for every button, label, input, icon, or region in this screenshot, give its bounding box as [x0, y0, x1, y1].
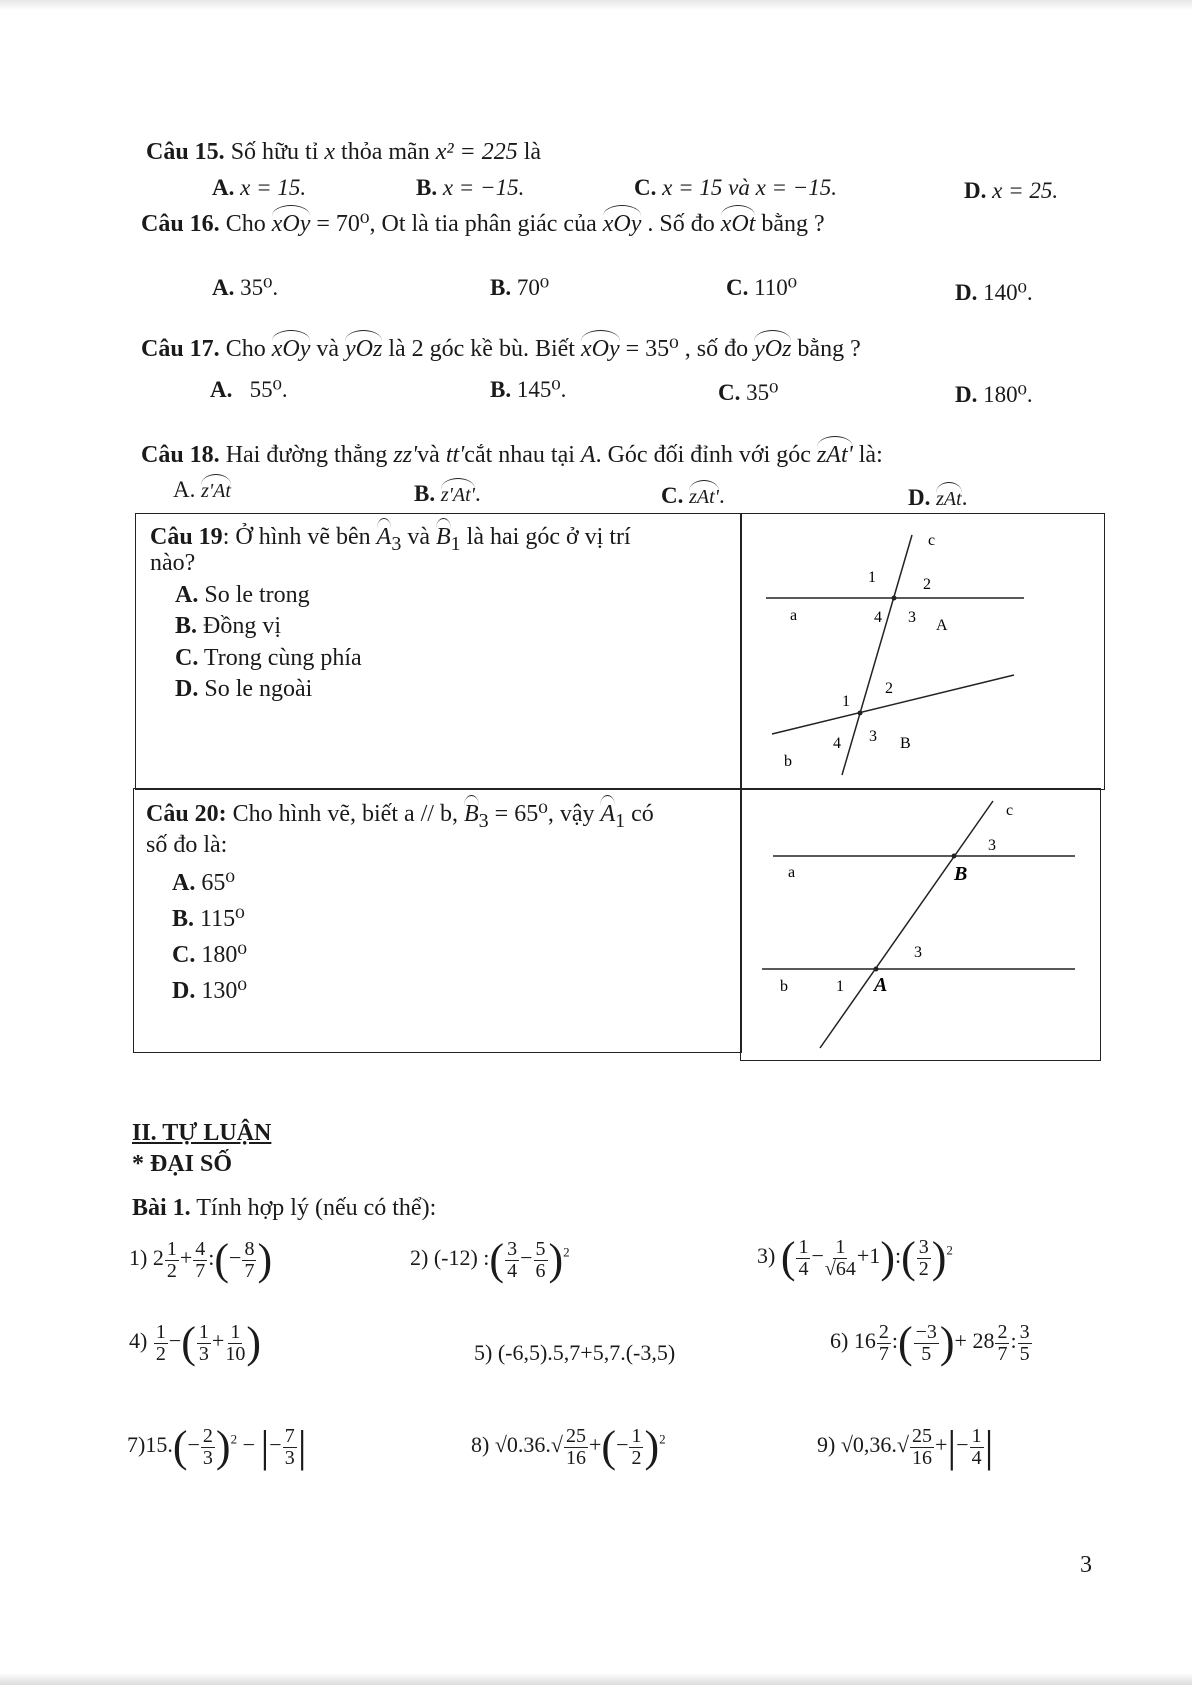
q20-option-a: A. 65⁰ [172, 870, 235, 896]
q20-option-b: B. 115⁰ [172, 906, 245, 932]
q19-label-B: B [900, 735, 911, 752]
q15-option-a: A. x = 15. [212, 175, 307, 200]
q20-label-a: a [788, 864, 796, 881]
question-20-stem: Câu 20: Cho hình vẽ, biết a // b, $B_3 = 65^0$, vậy $A_1$ có [146, 795, 654, 833]
q15-option-d: D. x = 25. [964, 178, 1059, 203]
question-16-stem: Câu 16. Cho xOy = 70⁰, Ot là tia phân giác của xOy . Số đo xOt bằng ? [141, 205, 825, 238]
svg-text:1: 1 [868, 569, 876, 586]
q16-option-c: C. 110⁰ [726, 275, 797, 300]
q19-label-a: a [790, 607, 798, 624]
problem-8: 8) √0.36.√ $\frac{25}{16}$ +(− $\frac{1}{2}$ )$^2$ [471, 1422, 666, 1471]
section-title: II. TỰ LUẬN [132, 1120, 272, 1146]
q16-angle-xot: xOt [721, 205, 756, 238]
q15-equation: x² = 225 [435, 139, 518, 165]
svg-text:3: 3 [914, 944, 922, 961]
q16-angle-xoy: xOy [272, 205, 311, 238]
q16-angle-xoy-2: xOy [603, 205, 642, 238]
svg-text:2: 2 [885, 680, 893, 697]
q19-label-c: c [928, 532, 936, 549]
q19-option-c: C. Trong cùng phía [175, 645, 362, 671]
q18-option-b: B. z'At'. [414, 478, 481, 507]
q20-option-c: C. 180⁰ [172, 942, 247, 968]
q17-option-a: A. 55⁰. [210, 377, 288, 402]
q16-option-d: D. 140⁰. [955, 280, 1033, 305]
svg-text:4: 4 [874, 609, 882, 626]
q15-var: x [324, 139, 336, 165]
q18-option-c: C. zAt'. [661, 480, 725, 509]
q17-option-c: C. 35⁰ [718, 380, 779, 405]
q18-option-a: A. z'At [173, 474, 231, 503]
svg-text:3: 3 [988, 837, 996, 854]
q16-option-b: B. 70⁰ [490, 275, 550, 300]
section-subtitle: * ĐẠI SỐ [132, 1151, 233, 1177]
q20-option-d: D. 130⁰ [172, 978, 247, 1004]
svg-text:1: 1 [836, 978, 844, 995]
q20-label-b: b [780, 978, 788, 995]
q18-option-d: D. zAt. [908, 482, 967, 511]
page-number: 3 [1080, 1552, 1092, 1578]
q19-label-A: A [936, 617, 948, 634]
problem-4: 4) $\frac{1}{2}$ −( $\frac{1}{3}$ + $\frac{1}{10}$ ) [129, 1318, 261, 1367]
q19-option-b: B. Đồng vị [175, 613, 282, 639]
svg-text:3: 3 [869, 728, 877, 745]
problem-9: 9) √0,36.√ $\frac{25}{16}$ +|− $\frac{1}{4}$ | [817, 1422, 994, 1471]
q20-label-A: A [874, 974, 888, 996]
question-18-stem: Câu 18. Hai đường thẳng zz'và tt'cắt nhau tại A. Góc đối đỉnh với góc zAt' là: [141, 436, 883, 469]
q15-option-c: C. x = 15 và x = −15. [634, 175, 838, 200]
svg-text:4: 4 [833, 735, 841, 752]
problem-6: 6) 16 $\frac{2}{7}$ :( $\frac{-3}{5}$ )+ 28 $\frac{2}{7}$ : $\frac{3}{5}$ [830, 1318, 1030, 1367]
q19-figure [740, 513, 1103, 788]
svg-text:3: 3 [908, 609, 916, 626]
problem-3: 3) ( $\frac{1}{4}$ − $\frac{1}{√64}$ +1):( $\frac{3}{2}$ )$^2$ [757, 1233, 953, 1282]
question-17-stem: Câu 17. Cho xOy và yOz là 2 góc kề bù. Biết xOy = 35⁰ , số đo yOz bằng ? [141, 330, 861, 363]
q19-option-d: D. So le ngoài [175, 676, 313, 702]
problem-7: 7)15.(− $\frac{2}{3}$ )$^2$ − |− $\frac{7}{3}$ | [127, 1422, 307, 1471]
problem-1: 1) 2 $\frac{1}{2}$ + $\frac{4}{7}$ :(− $\frac{8}{7}$ ) [129, 1235, 273, 1284]
q20-label-B: B [954, 863, 968, 885]
q19-option-a: A. So le trong [175, 582, 310, 608]
question-15-stem [146, 139, 541, 166]
problem-2: 2) (-12) :( $\frac{3}{4}$ − $\frac{5}{6}$ )$^2$ [410, 1235, 570, 1284]
problem-5: 5) (-6,5).5,7+5,7.(-3,5) [474, 1340, 676, 1365]
q20-label-c: c [1006, 802, 1014, 819]
q15-text-b: thỏa mãn [341, 139, 430, 165]
scan-top-edge [0, 0, 1192, 10]
q17-option-b: B. 145⁰. [490, 377, 567, 402]
question-19-stem: Câu 19: Ở hình vẽ bên $A_3$ và $B_1$ là hai góc ở vị trí [150, 518, 631, 556]
q15-label: Câu 15. [146, 139, 225, 165]
q15-text-a: Số hữu tỉ [230, 139, 319, 165]
scan-bottom-edge [0, 1673, 1192, 1685]
bai1-heading: Bài 1. Tính hợp lý (nếu có thể): [132, 1195, 437, 1221]
svg-text:2: 2 [923, 576, 931, 593]
svg-text:1: 1 [842, 693, 850, 710]
q20-figure [740, 788, 1103, 1063]
q20-stem-line2: số đo là: [146, 832, 228, 858]
q16-option-a: A. 35⁰. [212, 275, 279, 300]
q15-option-b: B. x = −15. [416, 175, 525, 200]
q17-option-d: D. 180⁰. [955, 382, 1033, 407]
q15-text-c: là [523, 139, 542, 165]
q19-label-b: b [784, 753, 792, 770]
q19-stem-line2: nào? [150, 550, 196, 576]
